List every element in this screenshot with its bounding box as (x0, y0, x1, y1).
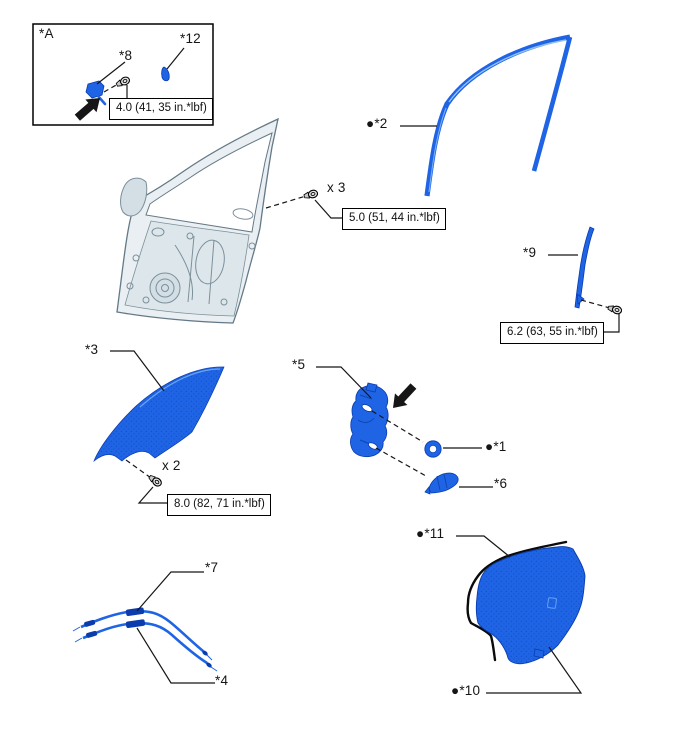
door-panel-illustration (117, 119, 278, 323)
grommet-ring (425, 441, 441, 457)
arrow-icon (387, 380, 420, 414)
door-bolt-dashed-line (266, 196, 306, 208)
leader-part-3 (110, 351, 164, 391)
leader-torque-glass (139, 487, 168, 503)
torque-label-inset: 4.0 (41, 35 in.*lbf) (109, 98, 213, 120)
label-part-8: *8 (119, 48, 133, 63)
label-part-1: ●*1 (485, 439, 507, 454)
door-glass (94, 367, 224, 461)
leader-part-7 (137, 572, 204, 611)
bolt-icon (115, 76, 130, 88)
glass-bolt-icon (148, 474, 163, 488)
torque-label-frame: 6.2 (63, 55 in.*lbf) (500, 322, 604, 344)
label-part-9: *9 (523, 245, 537, 260)
torque-label-door: 5.0 (51, 44 in.*lbf) (342, 208, 446, 230)
window-regulator-assembly (350, 383, 388, 457)
label-part-3: *3 (85, 342, 99, 357)
door-bolt-icon (303, 189, 318, 200)
leader-torque-frame (602, 313, 619, 332)
glass-bolt-dashed-line (126, 460, 151, 478)
leader-torque-door (315, 200, 342, 218)
frame-bolt-dashed-line (581, 300, 610, 308)
leader-part-4 (137, 628, 215, 683)
cable-connector (126, 607, 145, 616)
inset-a-label: *A (39, 26, 54, 41)
label-part-12: *12 (180, 31, 201, 46)
leader-part-12 (167, 48, 184, 69)
window-run-channel (427, 37, 570, 196)
regulator-cables (73, 607, 217, 671)
arrow-icon (72, 92, 106, 125)
clip-part-6 (425, 473, 458, 494)
torque-label-glass: 8.0 (82, 71 in.*lbf) (167, 494, 271, 516)
label-part-5: *5 (292, 357, 306, 372)
rear-frame-strip (575, 227, 594, 308)
door-bolt-qty: x 3 (327, 180, 346, 195)
clip-part-12 (162, 67, 170, 81)
label-part-10: ●*10 (451, 683, 481, 698)
glass-bolt-qty: x 2 (162, 458, 181, 473)
label-part-2: ●*2 (366, 116, 388, 131)
label-part-11: ●*11 (416, 526, 445, 541)
cable-connector (126, 619, 146, 628)
regulator-clip-dashed-line (376, 448, 426, 476)
label-part-6: *6 (494, 476, 508, 491)
label-part-7: *7 (205, 560, 219, 575)
assembly-dashed-line (104, 84, 118, 92)
frame-bolt-icon (607, 304, 622, 315)
label-part-4: *4 (215, 673, 229, 688)
leader-part-11 (456, 536, 510, 557)
